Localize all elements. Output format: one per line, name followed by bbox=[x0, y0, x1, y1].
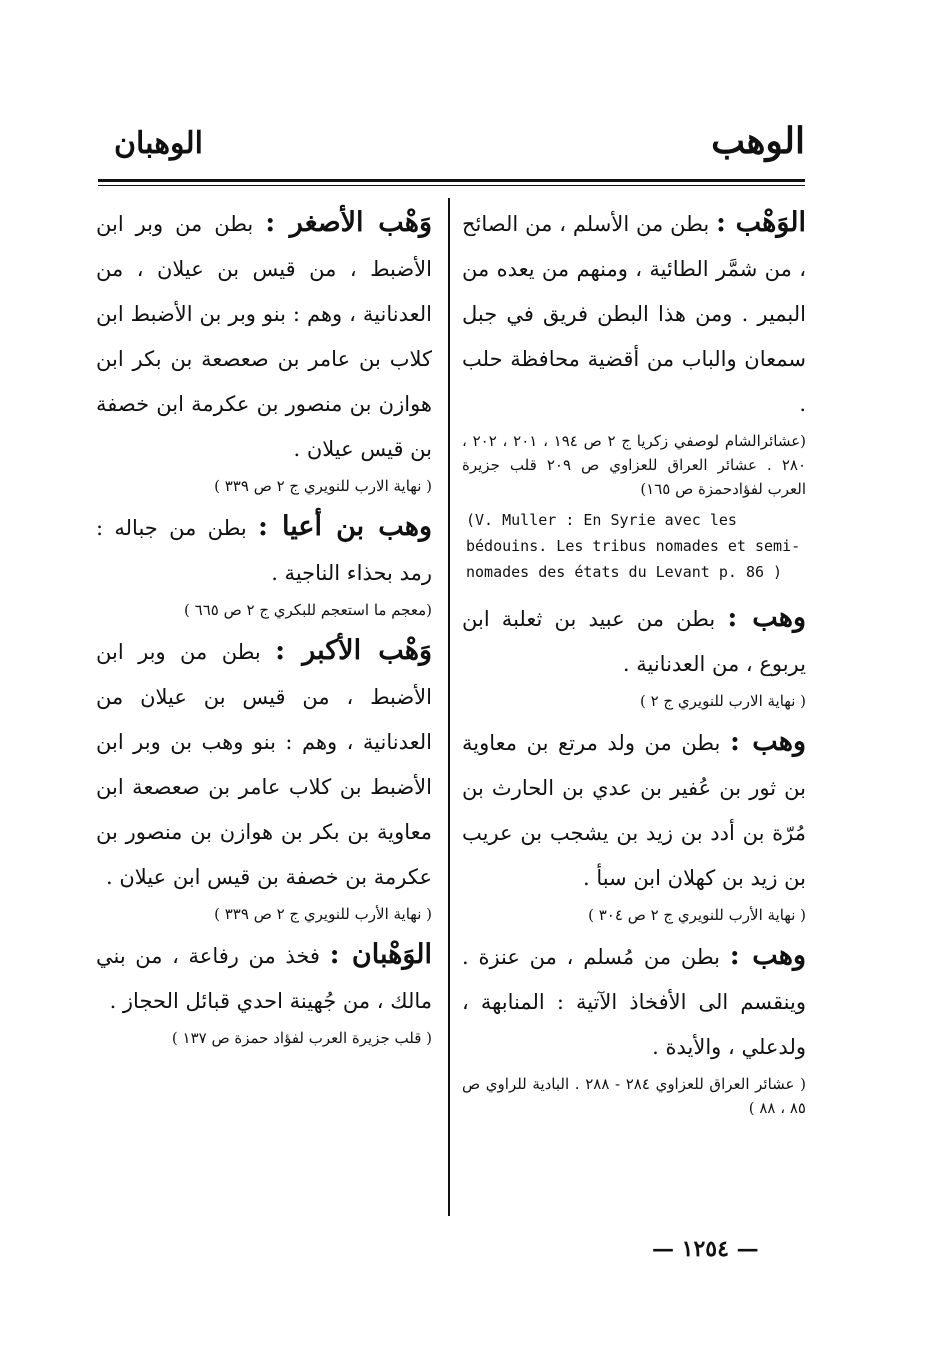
entry-text: بطن من ولد مرتع بن معاوية بن ثور بن عُفير بن عدي بن الحارث بن مُرّة بن أدد بن زيد بن يشجب بن عريب بن زيد بن كهلان ابن سبأ . bbox=[462, 731, 806, 890]
entry-text: بطن من الأسلم ، من الصائح ، من شمَّر الطائية ، ومنهم من يعده من البمير . ومن هذا البطن فريق في جبل سمعان والباب من أقضية محافظة حلب . bbox=[462, 212, 806, 416]
entry-headword: وهب : bbox=[729, 726, 806, 757]
page-number: — ١٢٥٤ — bbox=[652, 1236, 759, 1262]
header-right-title: الوهب bbox=[711, 120, 805, 162]
entry-wahb-murta bbox=[462, 719, 806, 927]
entry-text: بطن من وبر ابن الأضبط ، من قيس بن عيلان ، من العدنانية ، وهم : بنو وبر بن الأضبط ابن كلاب بن عامر بن صعصعة بن بكر ابن هوازن بن منصور بن عكرمة ابن خصفة بن قيس عيلان . bbox=[96, 212, 432, 461]
entry-text: بطن من عبيد بن ثعلبة ابن يربوع ، من العدنانية . bbox=[462, 607, 806, 676]
left-column bbox=[96, 200, 432, 1056]
entry-headword: وَهْب الأصغر : bbox=[265, 207, 432, 238]
entry-reference: ( عشائر العراق للعزاوي ٢٨٤ - ٢٨٨ . البادية للراوي ص ٨٥ ، ٨٨ ) bbox=[462, 1075, 806, 1117]
entry-reference: ( نهاية الأرب للنويري ج ٢ ص ٣٣٩ ) bbox=[214, 905, 432, 923]
entry-al-wahban bbox=[96, 932, 432, 1050]
entry-text: بطن من مُسلم ، من عنزة . وينقسم الى الأفخاذ الآتية : المنابهة ، ولدعلي ، والأيدة . bbox=[462, 945, 806, 1059]
entry-reference: ( نهاية الأرب للنويري ج ٢ ص ٣٠٤ ) bbox=[588, 906, 806, 924]
header-rule-thin bbox=[98, 185, 805, 186]
entry-text: فخذ من رفاعة ، من بني مالك ، من جُهينة احدي قبائل الحجاز . bbox=[96, 944, 432, 1013]
page-header bbox=[100, 120, 805, 180]
entry-headword: وهب : bbox=[727, 602, 807, 633]
entry-wahb-al-asghar bbox=[96, 200, 432, 498]
entry-wahb-al-akbar bbox=[96, 628, 432, 926]
entry-reference: ( قلب جزيرة العرب لفؤاد حمزة ص ١٣٧ ) bbox=[171, 1029, 432, 1047]
header-rule-thick bbox=[98, 179, 805, 182]
entry-reference: (معجم ما استعجم للبكري ج ٢ ص ٦٦٥ ) bbox=[184, 601, 432, 619]
entry-headword: وهب : bbox=[729, 940, 807, 971]
entry-reference-latin: (V. Muller : En Syrie avec les bédouins. Les tribus nomades et semi- nomades des états du Levant p. 86 ) bbox=[466, 511, 801, 581]
entry-headword: الوَهْبان : bbox=[329, 939, 433, 970]
entry-text: بطن من جباله : رمد بحذاء الناجية . bbox=[96, 516, 432, 585]
entry-text: بطن من وبر ابن الأضبط ، من قيس بن عيلان من العدنانية ، وهم : بنو وهب بن وبر ابن الأضبط بن كلاب عامر بن صعصعة ابن معاوية بن بكر بن هوازن بن منصور بن عكرمة بن خصفة بن قيس ابن عيلان . bbox=[96, 640, 432, 889]
entry-wahb-muslim bbox=[462, 933, 806, 1120]
entry-reference: ( نهاية الارب للنويري ج ٢ ص ٣٣٩ ) bbox=[214, 477, 432, 495]
entry-headword: الوَهْب : bbox=[716, 207, 807, 238]
header-left-title: الوهبان bbox=[114, 126, 204, 161]
right-column bbox=[462, 200, 806, 1126]
entry-wahb-ibn-aya bbox=[96, 504, 432, 622]
entry-wahb-ubayd bbox=[462, 595, 806, 713]
entry-headword: وهب بن أعيا : bbox=[258, 511, 432, 542]
entry-al-wahb bbox=[462, 200, 806, 585]
entry-reference: ( نهاية الارب للنويري ج ٢ ) bbox=[639, 692, 806, 710]
entry-reference: (عشائرالشام لوصفي زكريا ج ٢ ص ١٩٤ ، ٢٠١ ، ٢٠٢ ، ٢٨٠ . عشائر العراق للعزاوي ص ٢٠٩ قلب جزيرة العرب لفؤادحمزة ص ١٦٥) bbox=[462, 432, 807, 498]
entry-headword: وَهْب الأكبر : bbox=[275, 635, 432, 666]
column-divider bbox=[448, 198, 450, 1216]
